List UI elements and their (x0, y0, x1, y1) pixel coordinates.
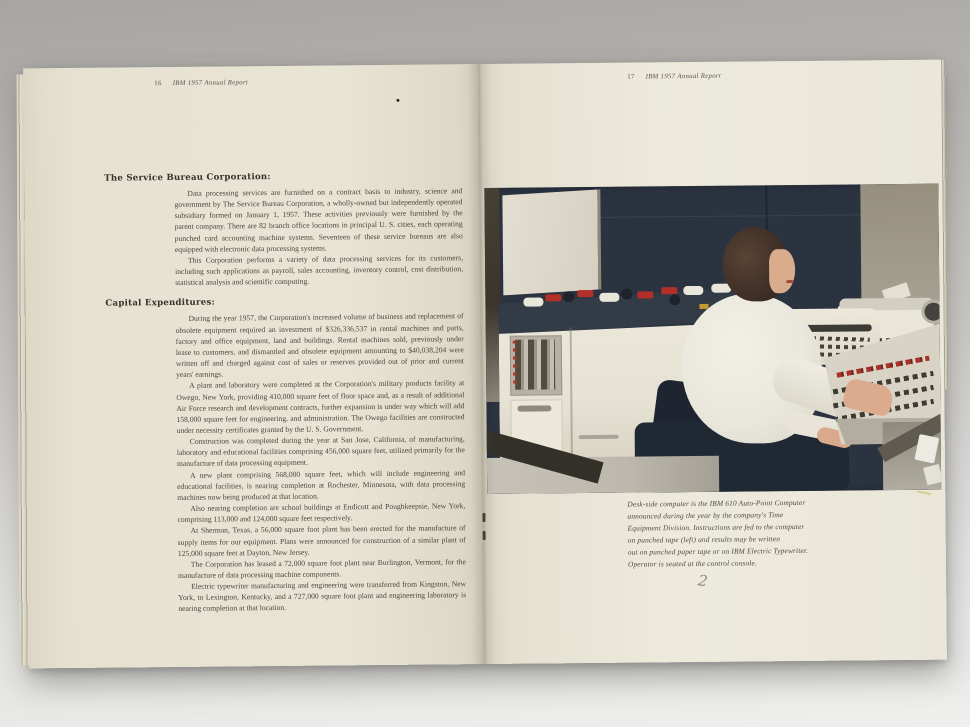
right-page-header-title: IBM 1957 Annual Report (645, 72, 722, 81)
tape-spool (523, 297, 543, 306)
left-page (23, 64, 485, 668)
paragraph: Also nearing completion are school buildings at Endicott and Poughkeepsie, New York, comprising 113,000 and 124,000 square feet respectively. (177, 501, 466, 525)
binding-staple (483, 531, 486, 540)
right-page-number: 17 (627, 73, 635, 81)
caption-line: Desk-side computer is the IBM 610 Auto-Point Computer (627, 497, 806, 509)
tape-spool (637, 291, 653, 298)
paragraph: During the year 1957, the Corporation's increased volume of business and replacement of obsolete equipment required an investment of $326,336,537 in rental machines and parts, factory and office equipment, land and buildings. Rental machines sold, previously under lease to customers, and dismantled and obsolete equipment amounting to $40,038,204 were written off and charged against cost of sales or reserves provided out of prior and current years' earnings. (175, 311, 465, 380)
photo-door-handle (517, 405, 551, 411)
caption-line: Equipment Division. Instructions are fed to the computer (627, 521, 805, 533)
tape-spool (563, 291, 574, 302)
caption-line: on punched tape (left) and results may be written (627, 533, 781, 545)
tape-spool (545, 294, 561, 301)
handwritten-pencil-mark: 2 (696, 571, 709, 591)
right-page (479, 60, 947, 664)
section-heading-capital-expenditures: Capital Expenditures: (105, 297, 216, 310)
paragraph: Data processing services are furnished on a contract basis to industry, science and government by The Service Bureau Corporation, a wholly-owned but independently operated subsidiary formed on January 1, 1957. These activities previously were furnished by the parent company. There are 82 branch office locations in principal U. S. cities, each operating punched card accounting machine systems. Seventeen of these service bureaus are also equipped with electronic data processing systems. (174, 186, 463, 254)
typewriter-knob (921, 300, 941, 324)
tape-spool (669, 294, 680, 305)
paragraph: Electric typewriter manufacturing and engineering were transferred from Kingston, New York, to Lexington, Kentucky, and a 727,000 square foot plant and engineering laboratory is nearing completion at that location. (178, 579, 467, 614)
photo-panel-seam (595, 214, 861, 218)
binding-staple (482, 513, 485, 522)
photo-indicator-lights (513, 341, 517, 387)
tape-spool (599, 293, 619, 302)
caption-line: out on punched paper tape or on IBM Electric Typewriter. (627, 545, 809, 557)
photo-indicator-panel (510, 335, 563, 395)
tape-spool (683, 286, 703, 295)
section-heading-service-bureau: The Service Bureau Corporation: (104, 172, 271, 184)
photo-drawer-handle (579, 435, 619, 439)
paper-speck (396, 99, 399, 102)
right-page-header (627, 73, 721, 81)
photo-operator-lips (786, 280, 793, 283)
paragraph: At Sherman, Texas, a 56,000 square foot plant has been erected for the manufacture of supply items for our equipment. Plans were announced for construction of a similar plant of 125,000 square feet at Dayton, New Jersey. (177, 523, 466, 558)
photo-ibm-610-operator (484, 184, 941, 494)
left-page-text-column (104, 170, 470, 615)
photo-caption (627, 497, 824, 570)
left-page-number: 16 (154, 80, 162, 88)
paper-scuff-mark (917, 490, 931, 495)
photo-operator-face (769, 249, 795, 293)
paragraph: The Corporation has leased a 72,000 square foot plant near Burlington, Vermont, for the manufacture of data processing machine components. (177, 557, 466, 580)
photo-tape-spools (515, 280, 733, 318)
open-book-spread (23, 60, 947, 669)
paragraph: A new plant comprising 568,000 square feet, which will include engineering and educational facilities, is nearing completion at Rochester, Minnesota, with data processing machines now being produced at that location. (177, 467, 466, 502)
photo-punched-tape-paper (923, 464, 941, 485)
left-page-header-title: IBM 1957 Annual Report (172, 79, 249, 87)
paragraph: Construction was completed during the year at San Jose, California, of manufacturing, laboratory and educational facilities comprising 456,000 square feet, utilized primarily for the manufacture of data processing equipment. (176, 434, 465, 469)
tape-spool (621, 289, 632, 300)
tape-spool (577, 290, 593, 297)
paragraph: This Corporation performs a variety of data processing services for its customers, including such applications as payroll, sales accounting, inventory control, cost distribution, statistical analysis and scientific computing. (175, 253, 464, 288)
caption-line: Operator is seated at the control console. (627, 557, 757, 569)
photo-indicator-slots (515, 339, 555, 389)
photo-open-cabinet-door (502, 189, 601, 295)
left-page-header (154, 79, 248, 87)
caption-line: announced during the year by the company's Time (627, 510, 784, 521)
paragraph: A plant and laboratory were completed at the Corporation's military products facility at Owego, New York, providing 410,000 square feet of floor space and, as a result of additional Air Force research and development contracts, further expansion is under way which will add 158,000 square feet for engineering, and administration. The Owego facilities are constructed under necessity certificates granted by the U. S. Government. (176, 378, 465, 435)
